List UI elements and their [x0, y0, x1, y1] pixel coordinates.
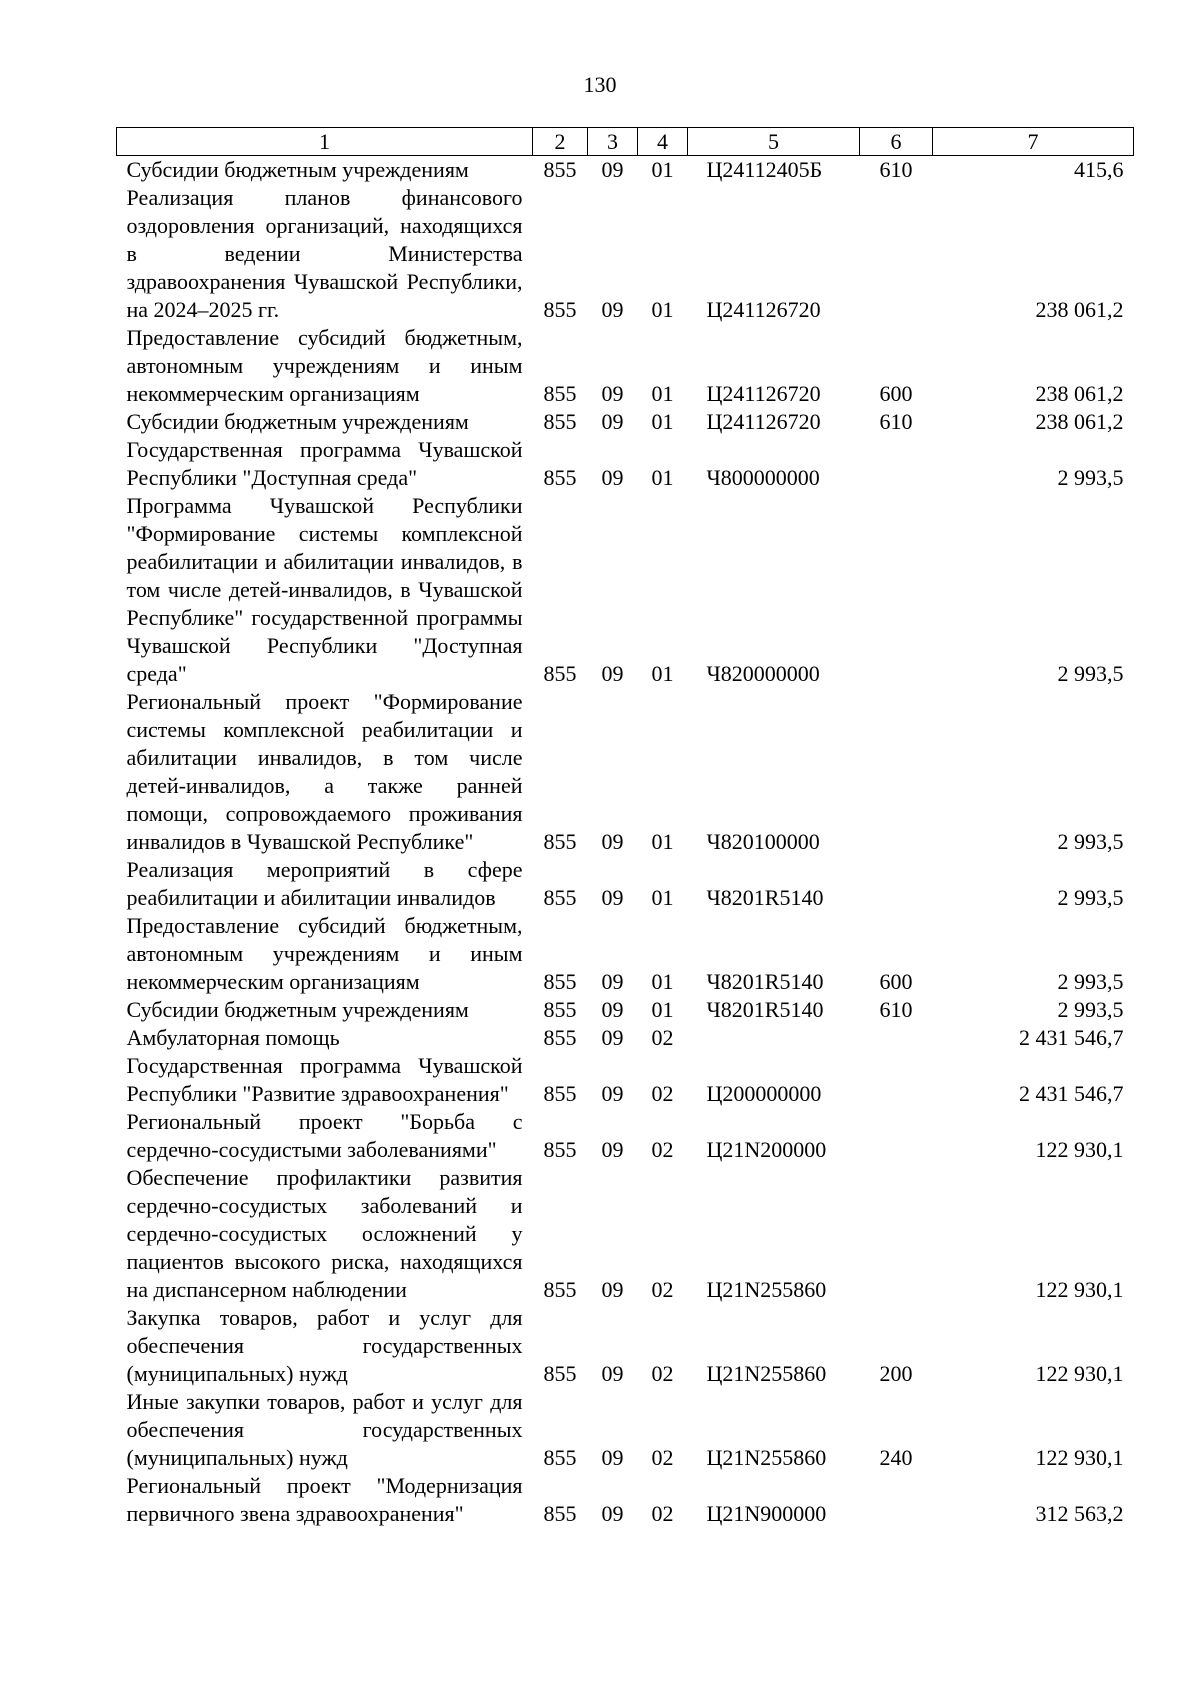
row-amount: 122 930,1: [1035, 1361, 1124, 1386]
row-target-article: Ч820000000: [706, 661, 820, 686]
row-ministry-code: 855: [543, 1445, 577, 1470]
row-section: 09: [601, 1025, 624, 1050]
table-row: [117, 1304, 1134, 1388]
row-section: 09: [601, 1277, 624, 1302]
row-amount: 238 061,2: [1035, 381, 1124, 406]
row-expense-type: [860, 492, 933, 688]
row-section: 09: [601, 1445, 624, 1470]
row-target-article: Ц241126720: [706, 381, 821, 406]
row-amount: 122 930,1: [1035, 1137, 1124, 1162]
row-subsection: 01: [651, 829, 674, 854]
row-ministry-code: 855: [543, 1501, 577, 1526]
row-subsection: 01: [651, 969, 674, 994]
table-row: [117, 324, 1134, 408]
row-target-article: Ч820100000: [706, 829, 820, 854]
budget-table: [116, 127, 1134, 1528]
table-row: [117, 184, 1134, 324]
row-name: Программа Чувашской Республики "Формирование системы комплексной реабилитации и абилитации инвалидов, в том числе детей-инвалидов, в Чувашской Республике" государственной программы Чувашской Республики "Доступная среда": [126, 493, 523, 686]
row-target-article: Ц21N200000: [706, 1137, 827, 1162]
row-expense-type: 610: [879, 997, 913, 1022]
row-expense-type: 600: [879, 381, 913, 406]
header-col-3: 3: [588, 128, 638, 156]
table-row: [117, 996, 1134, 1024]
row-amount: 2 993,5: [1057, 661, 1124, 686]
row-target-article: Ц21N255860: [706, 1277, 827, 1302]
row-name: Субсидии бюджетным учреждениям: [126, 157, 469, 182]
row-section: 09: [601, 661, 624, 686]
header-col-2: 2: [533, 128, 588, 156]
row-ministry-code: 855: [543, 1081, 577, 1106]
table-row: [117, 1024, 1134, 1052]
row-expense-type: [860, 436, 933, 492]
row-ministry-code: 855: [543, 829, 577, 854]
row-ministry-code: 855: [543, 1025, 577, 1050]
row-expense-type: 610: [879, 409, 913, 434]
row-section: 09: [601, 829, 624, 854]
table-body: [117, 156, 1134, 1529]
row-name: Субсидии бюджетным учреждениям: [126, 409, 469, 434]
row-ministry-code: 855: [543, 1277, 577, 1302]
row-subsection: 01: [651, 381, 674, 406]
row-expense-type: [860, 688, 933, 856]
row-name: Предоставление субсидий бюджетным, автономным учреждениям и иным некоммерческим организациям: [126, 913, 523, 994]
row-target-article: Ч8201R5140: [706, 885, 824, 910]
page-number: 130: [583, 72, 617, 97]
row-name: Обеспечение профилактики развития сердечно-сосудистых заболеваний и сердечно-сосудистых осложнений у пациентов высокого риска, находящихся на диспансерном наблюдении: [126, 1165, 523, 1302]
row-name: Государственная программа Чувашской Республики "Развитие здравоохранения": [126, 1053, 523, 1106]
row-name: Региональный проект "Формирование системы комплексной реабилитации и абилитации инвалидов, в том числе детей-инвалидов, а также ранней помощи, сопровождаемого проживания инвалидов в Чувашской Республике": [126, 689, 523, 854]
row-expense-type: [860, 1164, 933, 1304]
row-section: 09: [601, 157, 624, 182]
row-subsection: 02: [651, 1137, 674, 1162]
row-name: Реализация мероприятий в сфере реабилитации и абилитации инвалидов: [126, 857, 523, 910]
row-expense-type: [860, 1108, 933, 1164]
header-col-6: 6: [860, 128, 933, 156]
row-ministry-code: 855: [543, 297, 577, 322]
row-name: Региональный проект "Модернизация первичного звена здравоохранения": [126, 1473, 523, 1526]
row-target-article: Ц241126720: [706, 297, 821, 322]
row-ministry-code: 855: [543, 157, 577, 182]
row-ministry-code: 855: [543, 1137, 577, 1162]
row-ministry-code: 855: [543, 465, 577, 490]
table-row: [117, 1472, 1134, 1528]
row-expense-type: 200: [879, 1361, 913, 1386]
header-col-5: 5: [688, 128, 860, 156]
row-target-article: Ц24112405Б: [706, 157, 823, 182]
header-col-7: 7: [933, 128, 1134, 156]
row-section: 09: [601, 969, 624, 994]
row-amount: 2 431 546,7: [1019, 1025, 1124, 1050]
table-row: [117, 856, 1134, 912]
row-subsection: 01: [651, 297, 674, 322]
row-expense-type: [860, 856, 933, 912]
row-section: 09: [601, 1081, 624, 1106]
table-row: [117, 688, 1134, 856]
row-amount: 2 993,5: [1057, 885, 1124, 910]
row-name: Региональный проект "Борьба с сердечно-сосудистыми заболеваниями": [126, 1109, 523, 1162]
row-subsection: 01: [651, 409, 674, 434]
row-subsection: 02: [651, 1277, 674, 1302]
row-subsection: 01: [651, 997, 674, 1022]
row-amount: 122 930,1: [1035, 1445, 1124, 1470]
row-amount: 238 061,2: [1035, 409, 1124, 434]
row-target-article: Ч8201R5140: [706, 969, 824, 994]
row-subsection: 01: [651, 465, 674, 490]
row-amount: 122 930,1: [1035, 1277, 1124, 1302]
table-row: [117, 492, 1134, 688]
row-subsection: 01: [651, 157, 674, 182]
table-row: [117, 408, 1134, 436]
row-target-article: Ц21N255860: [706, 1445, 827, 1470]
row-amount: 415,6: [1074, 157, 1124, 182]
table-row: [117, 912, 1134, 996]
row-section: 09: [601, 381, 624, 406]
row-name: Иные закупки товаров, работ и услуг для обеспечения государственных (муниципальных) нужд: [126, 1389, 523, 1470]
row-target-article: Ц200000000: [706, 1081, 822, 1106]
row-expense-type: 610: [879, 157, 913, 182]
row-expense-type: [860, 1472, 933, 1528]
row-ministry-code: 855: [543, 885, 577, 910]
row-section: 09: [601, 1361, 624, 1386]
row-name: Государственная программа Чувашской Республики "Доступная среда": [126, 437, 523, 490]
table-row: [117, 436, 1134, 492]
row-section: 09: [601, 297, 624, 322]
row-amount: 238 061,2: [1035, 297, 1124, 322]
row-amount: 312 563,2: [1035, 1501, 1124, 1526]
table-row: [117, 1388, 1134, 1472]
row-name: Субсидии бюджетным учреждениям: [126, 997, 469, 1022]
row-name: Амбулаторная помощь: [126, 1025, 340, 1050]
row-expense-type: [860, 1052, 933, 1108]
row-subsection: 02: [651, 1025, 674, 1050]
row-ministry-code: 855: [543, 409, 577, 434]
table-row: [117, 1108, 1134, 1164]
table-row: [117, 1052, 1134, 1108]
row-name: Предоставление субсидий бюджетным, автономным учреждениям и иным некоммерческим организациям: [126, 325, 523, 406]
row-subsection: 02: [651, 1501, 674, 1526]
row-section: 09: [601, 409, 624, 434]
row-amount: 2 993,5: [1057, 969, 1124, 994]
row-ministry-code: 855: [543, 1361, 577, 1386]
row-amount: 2 431 546,7: [1019, 1081, 1124, 1106]
row-amount: 2 993,5: [1057, 997, 1124, 1022]
header-col-1: 1: [117, 128, 533, 156]
row-expense-type: [860, 1024, 933, 1052]
table-header: [117, 128, 1134, 156]
row-section: 09: [601, 997, 624, 1022]
header-col-4: 4: [638, 128, 688, 156]
row-amount: 2 993,5: [1057, 829, 1124, 854]
row-target-article: Ц241126720: [706, 409, 821, 434]
table-row: [117, 156, 1134, 185]
row-target-article: Ч800000000: [706, 465, 820, 490]
row-ministry-code: 855: [543, 997, 577, 1022]
row-subsection: 02: [651, 1361, 674, 1386]
row-section: 09: [601, 1137, 624, 1162]
table-row: [117, 1164, 1134, 1304]
row-target-article: [688, 1024, 860, 1052]
row-ministry-code: 855: [543, 969, 577, 994]
row-name: Закупка товаров, работ и услуг для обеспечения государственных (муниципальных) нужд: [126, 1305, 523, 1386]
row-ministry-code: 855: [543, 661, 577, 686]
row-section: 09: [601, 1501, 624, 1526]
row-amount: 2 993,5: [1057, 465, 1124, 490]
row-expense-type: [860, 184, 933, 324]
row-subsection: 01: [651, 661, 674, 686]
row-expense-type: 240: [879, 1445, 913, 1470]
row-target-article: Ц21N255860: [706, 1361, 827, 1386]
row-subsection: 02: [651, 1081, 674, 1106]
row-subsection: 02: [651, 1445, 674, 1470]
row-ministry-code: 855: [543, 381, 577, 406]
row-name: Реализация планов финансового оздоровления организаций, находящихся в ведении Министерства здравоохранения Чувашской Республики, на 2024–2025 гг.: [126, 185, 523, 322]
row-target-article: Ч8201R5140: [706, 997, 824, 1022]
row-target-article: Ц21N900000: [706, 1501, 827, 1526]
row-section: 09: [601, 885, 624, 910]
row-subsection: 01: [651, 885, 674, 910]
row-section: 09: [601, 465, 624, 490]
row-expense-type: 600: [879, 969, 913, 994]
table-header-row: [117, 128, 1134, 156]
